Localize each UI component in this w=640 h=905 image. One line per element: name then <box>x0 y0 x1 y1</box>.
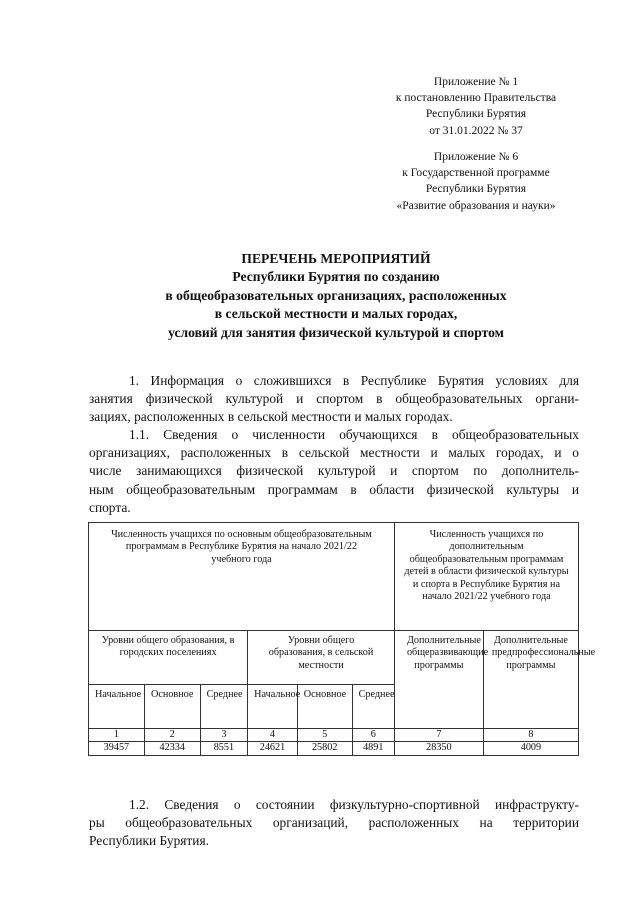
appendix-6-program: к Государственной программе <box>402 167 550 180</box>
header-main-programs: Численность учащихся по основным общеобразовательным программам в Республике Бурятия на начало 2021/22 учебного года <box>89 523 395 631</box>
table-subheader-row <box>89 631 579 685</box>
paragraph-1-1 <box>89 426 579 517</box>
value-cell: 24621 <box>248 742 298 756</box>
text-line: занятия физической культурой и спортом в общеобразовательных органи- <box>89 391 579 407</box>
appendix-1-resolution: к постановлению Правительства <box>395 92 557 105</box>
level-header: Среднее <box>200 685 248 729</box>
column-number: 1 <box>89 729 145 742</box>
column-number: 8 <box>483 729 578 742</box>
appendix-6-republic: Республики Бурятия <box>425 183 527 196</box>
appendix-6-number: Приложение № 6 <box>433 151 519 163</box>
paragraph-1-2 <box>89 796 579 851</box>
value-cell: 42334 <box>144 742 200 756</box>
value-cell: 28350 <box>394 742 483 756</box>
table-values-row <box>89 742 579 756</box>
appendix-1-block <box>370 74 582 139</box>
header-rural: Уровни общего образования, в сельской местности <box>248 631 395 685</box>
value-cell: 8551 <box>200 742 248 756</box>
students-table <box>88 522 596 756</box>
level-header: Основное <box>144 685 200 729</box>
appendix-6-block <box>370 149 582 214</box>
title-line: условий для занятия физической культурой и спортом <box>168 324 504 340</box>
appendix-6-program-name: «Развитие образования и науки» <box>396 199 556 212</box>
text-line: 1.2. Сведения о состоянии физкультурно-спортивной инфраструкту- <box>129 797 579 812</box>
title-line: ПЕРЕЧЕНЬ МЕРОПРИЯТИЙ <box>241 251 431 266</box>
document-title <box>80 250 592 342</box>
text-line: ры общеобразовательных организаций, расположенных на территории <box>89 815 579 831</box>
column-number: 3 <box>200 729 248 742</box>
text-line: ным общеобразовательным программам в области физической культуры и <box>89 481 579 497</box>
level-header: Среднее <box>352 685 394 729</box>
text-line: числе занимающихся физической культурой и спортом по дополнитель- <box>89 463 579 479</box>
appendix-1-date: от 31.01.2022 № 37 <box>429 124 523 137</box>
column-number: 7 <box>394 729 483 742</box>
title-line: в общеобразовательных организациях, расположенных <box>165 287 507 303</box>
value-cell: 25802 <box>297 742 352 756</box>
level-header: Начальное <box>248 685 298 729</box>
value-cell: 4891 <box>352 742 394 756</box>
level-header: Основное <box>297 685 352 729</box>
title-line: Республики Бурятия по созданию <box>232 269 440 285</box>
text-line: спорта. <box>89 499 131 515</box>
column-number: 6 <box>352 729 394 742</box>
header-additional-programs: Численность учащихся по дополнительным общеобразовательным программам детей в области физической культуры и спорта в Республике Бурятия на начало 2021/22 учебного года <box>394 523 578 631</box>
text-line: 1. Информация о сложившихся в Республике Бурятия условиях для <box>129 373 579 388</box>
text-line: Республики Бурятия. <box>89 833 209 849</box>
column-number: 4 <box>248 729 298 742</box>
table-column-numbers-row <box>89 729 579 742</box>
text-line: организациях, расположенных в сельской местности и малых городах, и о <box>89 445 579 461</box>
value-cell: 4009 <box>483 742 578 756</box>
text-line: зациях, расположенных в сельской местности и малых городах. <box>89 409 453 425</box>
paragraph-1 <box>89 372 579 427</box>
table-header-row <box>89 523 579 631</box>
appendix-1-number: Приложение № 1 <box>433 76 519 88</box>
level-header: Начальное <box>89 685 145 729</box>
column-number: 5 <box>297 729 352 742</box>
appendix-1-republic: Республики Бурятия <box>425 108 527 121</box>
text-line: 1.1. Сведения о численности обучающихся в общеобразовательных <box>129 427 579 442</box>
value-cell: 39457 <box>89 742 145 756</box>
header-urban: Уровни общего образования, в городских поселениях <box>89 631 248 685</box>
header-general-developing: Дополнительные общеразвивающие программы <box>394 631 483 729</box>
title-line: в сельской местности и малых городах, <box>214 306 458 322</box>
header-pre-professional: Дополнительные предпрофессиональные программы <box>483 631 578 729</box>
column-number: 2 <box>144 729 200 742</box>
